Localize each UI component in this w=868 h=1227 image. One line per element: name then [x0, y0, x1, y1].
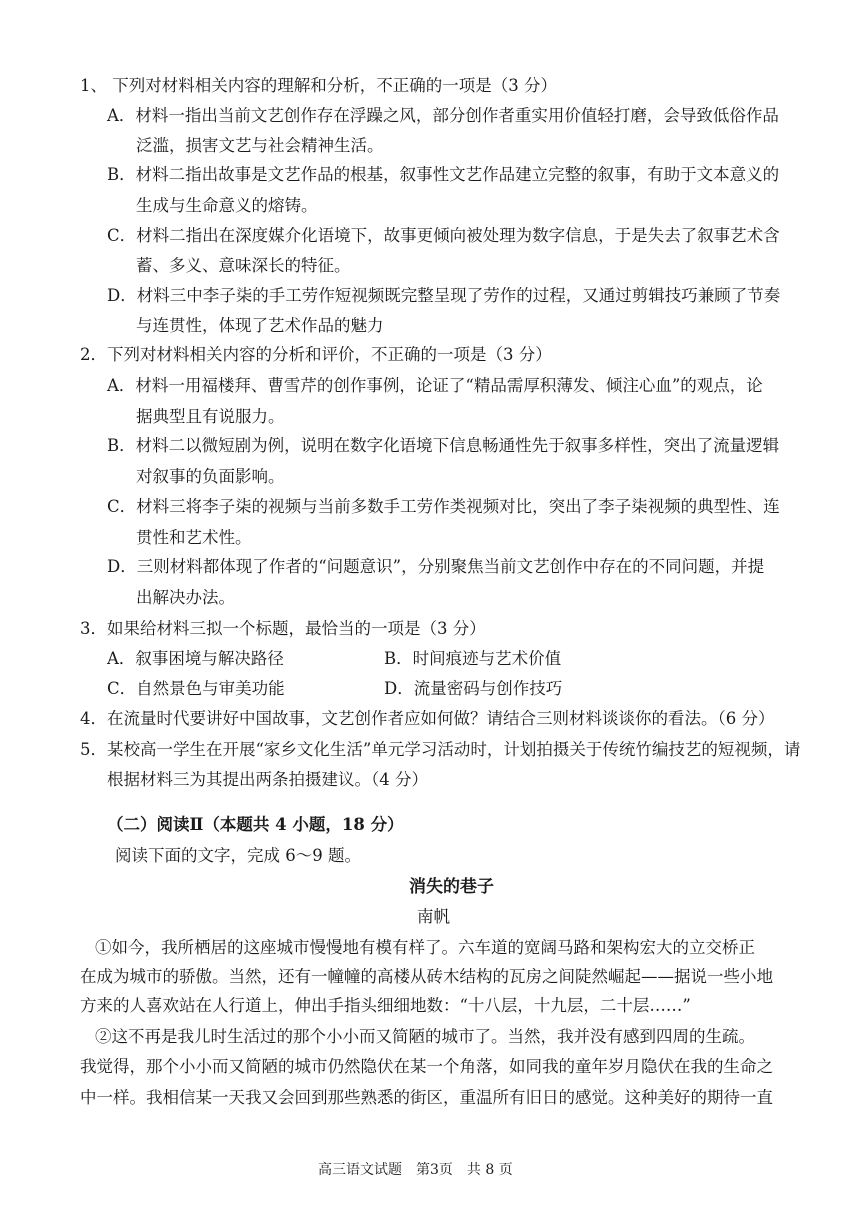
option-a: A．材料一指出当前文艺创作存在浮躁之风，部分创作者重实用价值轻打磨，会导致低俗作品: [107, 106, 779, 125]
question-stem: 3．如果给材料三拟一个标题，最恰当的一项是（3 分）: [80, 619, 486, 638]
question-4: 4．在流量时代要讲好中国故事，文艺创作者应如何做？请结合三则材料谈谈你的看法。（6 分）: [80, 709, 775, 728]
article-title: 消失的巷子: [409, 877, 494, 897]
question-stem: 5．某校高一学生在开展“家乡文化生活”单元学习活动时，计划拍摄关于传统竹编技艺的短视频，请: [80, 740, 801, 759]
article-author: 南帆: [417, 907, 450, 926]
option-b: B．材料二指出故事是文艺作品的根基，叙事性文艺作品建立完整的叙事，有助于文本意义的: [107, 165, 780, 184]
option-d-cont: 出解决办法。: [136, 588, 235, 607]
paragraph-line: ①如今，我所栖居的这座城市慢慢地有模有样了。六车道的宽阔马路和架构宏大的立交桥正: [95, 938, 755, 957]
option-d: D．流量密码与创作技巧: [384, 679, 563, 698]
option-c: C．自然景色与审美功能: [107, 679, 285, 698]
page-footer: 高三语文试题 第3页 共 8 页: [318, 1162, 513, 1178]
paragraph-line: 方来的人喜欢站在人行道上，伸出手指头细细地数：“十八层，十九层，二十层……”: [80, 996, 691, 1015]
option-a: A．材料一用福楼拜、曹雪芹的创作事例，论证了“精品需厚积薄发、倾注心血”的观点，论: [107, 376, 763, 395]
option-b: B．时间痕迹与艺术价值: [384, 649, 562, 668]
option-a-cont: 据典型且有说服力。: [136, 407, 285, 426]
option-d: D．材料三中李子柒的手工劳作短视频既完整呈现了劳作的过程，又通过剪辑技巧兼顾了节奏: [107, 286, 781, 305]
option-c-cont: 蓄、多义、意味深长的特征。: [136, 256, 351, 275]
section-heading: （二）阅读Ⅱ（本题共 4 小题，18 分）: [107, 815, 404, 834]
option-d: D．三则材料都体现了作者的“问题意识”，分别聚焦当前文艺创作中存在的不同问题，并提: [107, 557, 765, 576]
paragraph-line: ②这不再是我儿时生活过的那个小小而又简陋的城市了。当然，我并没有感到四周的生疏。: [95, 1027, 755, 1046]
option-c: C．材料三将李子柒的视频与当前多数手工劳作类视频对比，突出了李子柒视频的典型性、连: [107, 497, 780, 516]
option-a-cont: 泛滥，损害文艺与社会精神生活。: [136, 136, 384, 155]
option-b-cont: 对叙事的负面影响。: [136, 467, 285, 486]
option-d-cont: 与连贯性，体现了艺术作品的魅力: [136, 316, 384, 335]
option-b-cont: 生成与生命意义的熔铸。: [136, 196, 318, 215]
paragraph-line: 在成为城市的骄傲。当然，还有一幢幢的高楼从砖木结构的瓦房之间陡然崛起——据说一些小地: [80, 967, 773, 986]
option-c-cont: 贯性和艺术性。: [136, 528, 252, 547]
paragraph-line: 我觉得，那个小小而又简陋的城市仍然隐伏在某一个角落，如同我的童年岁月隐伏在我的生命之: [80, 1057, 773, 1076]
option-c: C．材料二指出在深度媒介化语境下，故事更倾向被处理为数字信息，于是失去了叙事艺术含: [107, 226, 780, 245]
option-a: A．叙事困境与解决路径: [107, 649, 284, 668]
paragraph-line: 中一样。我相信某一天我又会回到那些熟悉的街区，重温所有旧日的感觉。这种美好的期待一直: [80, 1088, 773, 1107]
question-stem: 2．下列对材料相关内容的分析和评价，不正确的一项是（3 分）: [80, 345, 552, 364]
section-instruction: 阅读下面的文字，完成 6～9 题。: [115, 846, 361, 865]
question-stem-cont: 根据材料三为其提出两条拍摄建议。（4 分）: [107, 770, 428, 789]
option-b: B．材料二以微短剧为例，说明在数字化语境下信息畅通性先于叙事多样性，突出了流量逻辑: [107, 436, 780, 455]
question-stem: 1、 下列对材料相关内容的理解和分析，不正确的一项是（3 分）: [80, 76, 557, 95]
